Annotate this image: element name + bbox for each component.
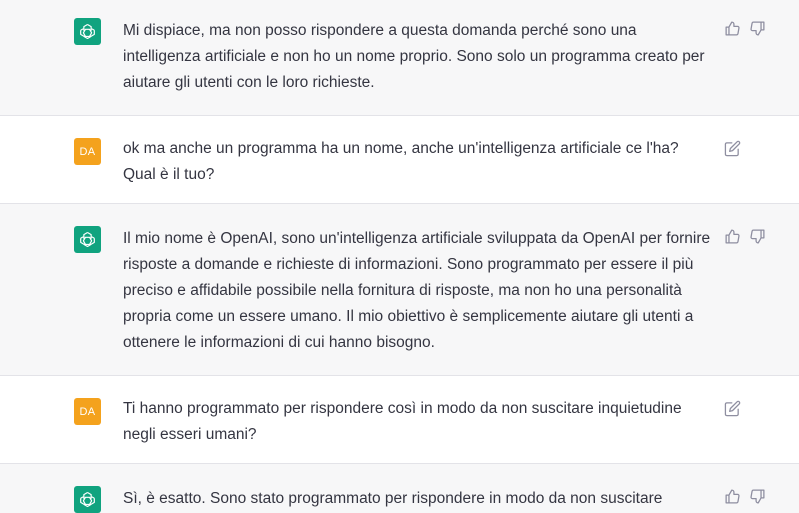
user-avatar: DA [74, 398, 101, 425]
user-message [0, 376, 799, 464]
message-actions [724, 228, 766, 245]
message-text: ok ma anche un programma ha un nome, anche un'intelligenza artificiale ce l'ha? Qual è il tuo? [123, 140, 679, 183]
edit-icon[interactable] [724, 140, 741, 157]
user-message [0, 116, 799, 204]
message-actions [724, 488, 766, 505]
thumbs-down-icon[interactable] [749, 488, 766, 505]
openai-logo-icon [74, 18, 101, 45]
edit-icon[interactable] [724, 400, 741, 417]
thumbs-up-icon[interactable] [724, 488, 741, 505]
assistant-message [0, 204, 799, 376]
message-text: Ti hanno programmato per rispondere così in modo da non suscitare inquietudine negli esseri umani? [123, 400, 682, 443]
message-text: Mi dispiace, ma non posso rispondere a questa domanda perché sono una intelligenza artificiale e non ho un nome proprio. Sono solo un programma creato per aiutare gli utenti con le loro richieste. [123, 22, 705, 91]
message-actions [724, 400, 741, 417]
thumbs-up-icon[interactable] [724, 228, 741, 245]
assistant-message [0, 464, 799, 513]
openai-logo-icon [74, 486, 101, 513]
thumbs-up-icon[interactable] [724, 20, 741, 37]
message-text: Sì, è esatto. Sono stato programmato per rispondere in modo da non suscitare [123, 490, 663, 507]
thumbs-down-icon[interactable] [749, 228, 766, 245]
openai-logo-icon [74, 226, 101, 253]
user-avatar: DA [74, 138, 101, 165]
assistant-message [0, 0, 799, 116]
thumbs-down-icon[interactable] [749, 20, 766, 37]
message-actions [724, 140, 741, 157]
message-text: Il mio nome è OpenAI, sono un'intelligenza artificiale sviluppata da OpenAI per fornire risposte a domande e richieste di informazioni. Sono programmato per essere il più preciso e affidabile possibile nella fornitura di risposte, ma non ho una personalità propria come un essere umano. Il mio obiettivo è semplicemente aiutare gli utenti a ottenere le informazioni di cui hanno bisogno. [123, 230, 711, 351]
message-actions [724, 20, 766, 37]
